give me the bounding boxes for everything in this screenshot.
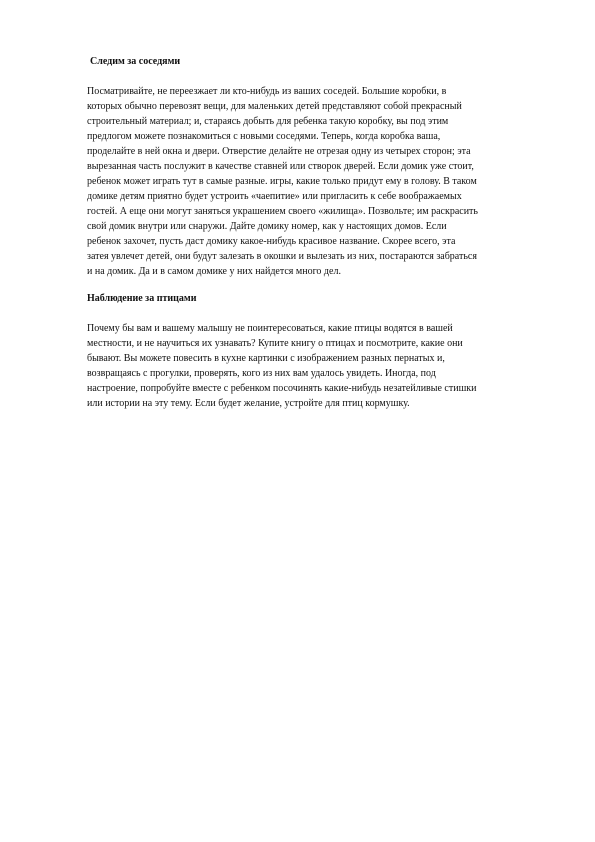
- paragraph-line: Посматривайте, не переезжает ли кто-нибудь из ваших соседей. Большие коробки, в: [87, 86, 447, 97]
- paragraph-line: вырезанная часть послужит в качестве ставней или створок дверей. Если домик уже стоит,: [87, 161, 474, 172]
- paragraph-line: бывают. Вы можете повесить в кухне картинки с изображением разных пернатых и,: [87, 353, 445, 364]
- paragraph-line: проделайте в ней окна и двери. Отверстие делайте не отрезая одну из четырех сторон; эта: [87, 146, 471, 157]
- paragraph-line: Почему бы вам и вашему малышу не поинтересоваться, какие птицы водятся в вашей: [87, 323, 453, 334]
- paragraph-line: или истории на эту тему. Если будет желание, устройте для птиц кормушку.: [87, 398, 410, 409]
- paragraph-line: ребенок захочет, пусть даст домику какое-нибудь красивое название. Скорее всего, эта: [87, 236, 456, 247]
- paragraph-line: местности, и не научиться их узнавать? Купите книгу о птицах и посмотрите, какие они: [87, 338, 463, 349]
- paragraph-line: затея увлечет детей, они будут залезать в окошки и вылезать из них, постараются забраться: [87, 251, 477, 262]
- paragraph-line: и на домик. Да и в самом домике у них найдется много дел.: [87, 266, 341, 277]
- section-title-neighbors: Следим за соседями: [90, 56, 181, 67]
- paragraph-line: настроение, попробуйте вместе с ребенком посочинять какие-нибудь незатейливые стишки: [87, 383, 477, 394]
- paragraph-line: предлогом можете познакомиться с новыми соседями. Теперь, когда коробка ваша,: [87, 131, 441, 142]
- paragraph-line: ребенок может играть тут в самые разные. игры, какие только придут ему в голову. В таком: [87, 176, 477, 187]
- paragraph-line: гостей. А еще они могут заняться украшением своего «жилища». Позвольте; им раскрасить: [87, 206, 478, 217]
- section-title-birds: Наблюдение за птицами: [87, 293, 197, 304]
- paragraph-line: которых обычно перевозят вещи, для маленьких детей представляют собой прекрасный: [87, 101, 462, 112]
- paragraph-birds: [87, 321, 527, 411]
- paragraph-line: строительный материал; и, стараясь добыть для ребенка такую коробку, вы под этим: [87, 116, 449, 127]
- paragraph-line: возвращаясь с прогулки, проверять, кого из них вам удалось увидеть. Иногда, под: [87, 368, 436, 379]
- paragraph-neighbors: [87, 84, 527, 279]
- paragraph-line: свой домик внутри или снаружи. Дайте домику номер, как у настоящих домов. Если: [87, 221, 447, 232]
- paragraph-line: домике детям приятно будет устроить «чаепитие» или пригласить к себе воображаемых: [87, 191, 462, 202]
